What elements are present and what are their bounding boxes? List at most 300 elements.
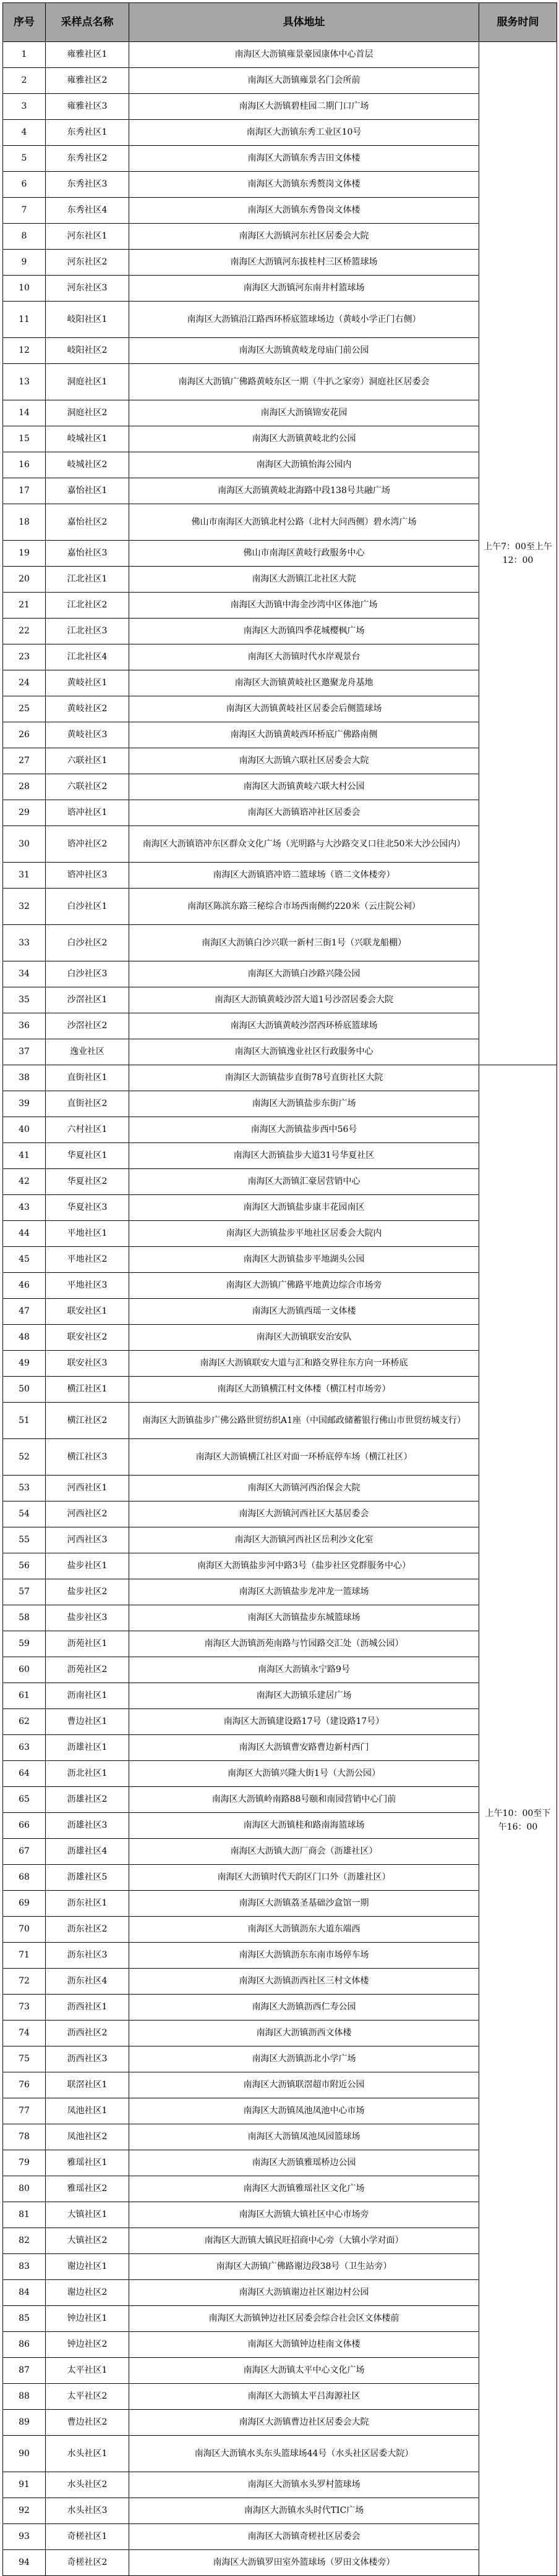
table-row xyxy=(3,250,557,276)
cell-no: 84 xyxy=(3,2280,46,2306)
cell-address: 南海区大沥镇广佛路黄岐东区一期（牛扒之家旁）洞庭社区居委会 xyxy=(129,364,479,400)
cell-no: 51 xyxy=(3,1403,46,1439)
cell-address: 南海区大沥镇汇豪居营销中心 xyxy=(129,1169,479,1195)
cell-no: 60 xyxy=(3,1657,46,1683)
table-row xyxy=(3,400,557,426)
cell-address: 南海区大沥镇盐步龙冲龙一篮球场 xyxy=(129,1579,479,1605)
table-row xyxy=(3,68,557,94)
cell-no: 11 xyxy=(3,302,46,338)
cell-no: 64 xyxy=(3,1761,46,1787)
cell-address: 南海区大沥镇岭南路88号颐和南园营销中心门前 xyxy=(129,1787,479,1813)
cell-no: 45 xyxy=(3,1247,46,1273)
cell-address: 南海区大沥镇雍景豪园康体中心首层 xyxy=(129,42,479,68)
cell-address: 南海区大沥镇雍景名门会所前 xyxy=(129,68,479,94)
table-row xyxy=(3,1891,557,1917)
table-row xyxy=(3,826,557,863)
cell-address: 南海区大沥镇黄岐沙滘大道1号沙滘居委会大院 xyxy=(129,987,479,1013)
cell-name: 江北社区2 xyxy=(46,593,129,619)
table-row xyxy=(3,2472,557,2498)
cell-no: 26 xyxy=(3,722,46,748)
cell-service-time: 上午10：00至下午16：00 xyxy=(479,1065,557,2576)
cell-address: 南海区大沥镇永宁路9号 xyxy=(129,1657,479,1683)
cell-no: 30 xyxy=(3,826,46,863)
cell-name: 谘冲社区3 xyxy=(46,863,129,889)
cell-name: 东秀社区3 xyxy=(46,172,129,198)
cell-name: 沥东社区3 xyxy=(46,1943,129,1969)
table-row xyxy=(3,1657,557,1683)
cell-address: 南海区大沥镇河东拔桂村三区桥篮球场 xyxy=(129,250,479,276)
cell-address: 南海区大沥镇联安大道与汇和路交界往东方向一环桥底 xyxy=(129,1351,479,1377)
cell-no: 33 xyxy=(3,925,46,961)
cell-address: 南海区大沥镇沥北小学广场 xyxy=(129,2046,479,2072)
cell-no: 47 xyxy=(3,1299,46,1325)
cell-name: 直街社区1 xyxy=(46,1065,129,1091)
table-row xyxy=(3,1247,557,1273)
cell-address: 南海区大沥镇凤池凤池中心市场 xyxy=(129,2098,479,2124)
cell-address: 南海区大沥镇水头时代TIC广场 xyxy=(129,2498,479,2524)
table-row xyxy=(3,1553,557,1579)
cell-name: 沥苑社区2 xyxy=(46,1657,129,1683)
cell-name: 平地社区1 xyxy=(46,1221,129,1247)
cell-address: 南海区大沥镇黄岐北海路中段138号共融广场 xyxy=(129,478,479,504)
cell-no: 34 xyxy=(3,961,46,987)
table-row xyxy=(3,1476,557,1501)
cell-address: 南海区大沥镇四季花城樱枫广场 xyxy=(129,619,479,644)
cell-name: 华夏社区2 xyxy=(46,1169,129,1195)
cell-no: 10 xyxy=(3,276,46,302)
cell-address: 南海区大沥镇黄岐沙滘西环桥底篮球场 xyxy=(129,1013,479,1039)
cell-name: 曹边社区2 xyxy=(46,2410,129,2436)
table-row xyxy=(3,2202,557,2228)
table-row xyxy=(3,987,557,1013)
table-row xyxy=(3,1527,557,1553)
cell-no: 46 xyxy=(3,1273,46,1299)
cell-no: 76 xyxy=(3,2072,46,2098)
cell-address: 南海区大沥镇凤池凤园篮球场 xyxy=(129,2124,479,2150)
cell-name: 谘冲社区1 xyxy=(46,800,129,826)
cell-address: 南海区大沥镇河西社区岳利沙文化室 xyxy=(129,1527,479,1553)
cell-no: 79 xyxy=(3,2150,46,2176)
table-row xyxy=(3,670,557,696)
cell-name: 凤池社区2 xyxy=(46,2124,129,2150)
table-row xyxy=(3,2384,557,2410)
cell-no: 22 xyxy=(3,619,46,644)
cell-no: 70 xyxy=(3,1917,46,1943)
cell-no: 9 xyxy=(3,250,46,276)
cell-address: 南海区大沥镇曹安路曹边新村西门 xyxy=(129,1735,479,1761)
cell-no: 7 xyxy=(3,198,46,224)
cell-name: 岐阳社区2 xyxy=(46,338,129,364)
cell-no: 91 xyxy=(3,2472,46,2498)
cell-address: 南海区大沥镇东秀赘岗文体楼 xyxy=(129,172,479,198)
cell-name: 沥西社区3 xyxy=(46,2046,129,2072)
table-row xyxy=(3,1579,557,1605)
table-row xyxy=(3,541,557,567)
cell-name: 大镇社区1 xyxy=(46,2202,129,2228)
cell-address: 南海区大沥镇盐步直街78号直街社区大院 xyxy=(129,1065,479,1091)
table-row xyxy=(3,42,557,68)
table-row xyxy=(3,1709,557,1735)
table-row xyxy=(3,1865,557,1891)
cell-no: 69 xyxy=(3,1891,46,1917)
cell-name: 钟边社区2 xyxy=(46,2332,129,2358)
cell-no: 38 xyxy=(3,1065,46,1091)
cell-no: 74 xyxy=(3,2021,46,2046)
table-row xyxy=(3,619,557,644)
table-row xyxy=(3,504,557,541)
table-row xyxy=(3,1683,557,1709)
cell-name: 雅瑶社区2 xyxy=(46,2176,129,2202)
cell-no: 39 xyxy=(3,1091,46,1117)
cell-name: 雅瑶社区1 xyxy=(46,2150,129,2176)
cell-no: 3 xyxy=(3,94,46,120)
header-time: 服务时间 xyxy=(479,3,557,42)
cell-address: 南海区大沥镇黄岐六联大村公园 xyxy=(129,774,479,800)
cell-name: 六联社区2 xyxy=(46,774,129,800)
cell-name: 谘冲社区2 xyxy=(46,826,129,863)
table-row xyxy=(3,1169,557,1195)
cell-no: 81 xyxy=(3,2202,46,2228)
cell-address: 南海区大沥镇东秀工业区10号 xyxy=(129,120,479,146)
cell-no: 89 xyxy=(3,2410,46,2436)
cell-no: 52 xyxy=(3,1439,46,1476)
cell-name: 黄岐社区1 xyxy=(46,670,129,696)
cell-address: 南海区大沥镇黄岐龙母庙门前公园 xyxy=(129,338,479,364)
cell-no: 80 xyxy=(3,2176,46,2202)
cell-name: 沥东社区1 xyxy=(46,1891,129,1917)
cell-no: 24 xyxy=(3,670,46,696)
table-row xyxy=(3,1631,557,1657)
cell-no: 72 xyxy=(3,1969,46,1995)
cell-address: 南海区大沥镇兴隆大街1号（大沥公园） xyxy=(129,1761,479,1787)
table-row xyxy=(3,2098,557,2124)
cell-no: 16 xyxy=(3,452,46,478)
cell-address: 南海区大沥镇盐步河中路3号（盐步社区党群服务中心） xyxy=(129,1553,479,1579)
cell-name: 嘉怡社区3 xyxy=(46,541,129,567)
cell-no: 88 xyxy=(3,2384,46,2410)
table-row xyxy=(3,774,557,800)
cell-address: 南海区大沥镇水头罗村篮球场 xyxy=(129,2472,479,2498)
cell-no: 73 xyxy=(3,1995,46,2021)
cell-address: 南海区大沥镇盐步平地社区居委会大院内 xyxy=(129,1221,479,1247)
cell-address: 南海区大沥镇时代天韵区门口外（沥雄社区） xyxy=(129,1865,479,1891)
cell-address: 南海区大沥镇谢边社区谢边村公园 xyxy=(129,2280,479,2306)
table-row xyxy=(3,593,557,619)
cell-no: 42 xyxy=(3,1169,46,1195)
table-row xyxy=(3,1143,557,1169)
cell-name: 谢边社区2 xyxy=(46,2280,129,2306)
cell-name: 沥雄社区4 xyxy=(46,1839,129,1865)
cell-name: 太平社区2 xyxy=(46,2384,129,2410)
table-row xyxy=(3,1917,557,1943)
cell-name: 水头社区2 xyxy=(46,2472,129,2498)
cell-name: 沙滘社区2 xyxy=(46,1013,129,1039)
cell-name: 江北社区3 xyxy=(46,619,129,644)
cell-no: 36 xyxy=(3,1013,46,1039)
table-row xyxy=(3,1439,557,1476)
table-row xyxy=(3,2280,557,2306)
cell-no: 82 xyxy=(3,2228,46,2254)
cell-address: 南海区大沥镇联安治安队 xyxy=(129,1325,479,1351)
cell-address: 南海区大沥镇横江村文体楼（横江村市场旁） xyxy=(129,1377,479,1403)
table-row xyxy=(3,2228,557,2254)
table-row xyxy=(3,925,557,961)
cell-no: 66 xyxy=(3,1813,46,1839)
cell-address: 南海区大沥镇白沙路兴隆公园 xyxy=(129,961,479,987)
cell-no: 5 xyxy=(3,146,46,172)
table-row xyxy=(3,338,557,364)
table-row xyxy=(3,863,557,889)
cell-name: 洞庭社区2 xyxy=(46,400,129,426)
cell-no: 87 xyxy=(3,2358,46,2384)
cell-no: 49 xyxy=(3,1351,46,1377)
cell-address: 佛山市南海区大沥镇北村公路（北村大问西侧）碧水湾广场 xyxy=(129,504,479,541)
cell-name: 横江社区3 xyxy=(46,1439,129,1476)
cell-no: 37 xyxy=(3,1039,46,1065)
cell-no: 54 xyxy=(3,1501,46,1527)
cell-no: 93 xyxy=(3,2524,46,2550)
cell-name: 雍雅社区1 xyxy=(46,42,129,68)
cell-address: 南海区大沥镇碧桂园二期门口广场 xyxy=(129,94,479,120)
table-row xyxy=(3,1501,557,1527)
cell-name: 逸业社区 xyxy=(46,1039,129,1065)
cell-name: 江北社区4 xyxy=(46,644,129,670)
cell-name: 联滘社区1 xyxy=(46,2072,129,2098)
cell-name: 沥雄社区2 xyxy=(46,1787,129,1813)
cell-address: 南海区大沥镇太平中心文化广场 xyxy=(129,2358,479,2384)
cell-address: 南海区大沥镇桂和路南海篮球场 xyxy=(129,1813,479,1839)
cell-no: 53 xyxy=(3,1476,46,1501)
cell-address: 南海区大沥镇怡海公园内 xyxy=(129,452,479,478)
cell-no: 28 xyxy=(3,774,46,800)
table-row xyxy=(3,1787,557,1813)
cell-address: 南海区大沥镇谘冲谘二篮球场（谘二文体楼旁） xyxy=(129,863,479,889)
cell-address: 南海区大沥镇盐步东街广场 xyxy=(129,1091,479,1117)
cell-address: 南海区大沥镇沥西社区三村文体楼 xyxy=(129,1969,479,1995)
cell-no: 23 xyxy=(3,644,46,670)
cell-address: 南海区大沥镇白沙兴联一新村三街1号（兴联龙船棚） xyxy=(129,925,479,961)
cell-name: 联安社区2 xyxy=(46,1325,129,1351)
cell-name: 直街社区2 xyxy=(46,1091,129,1117)
cell-no: 59 xyxy=(3,1631,46,1657)
table-row xyxy=(3,224,557,250)
cell-name: 沥雄社区5 xyxy=(46,1865,129,1891)
table-row xyxy=(3,1065,557,1091)
table-row xyxy=(3,1091,557,1117)
cell-no: 78 xyxy=(3,2124,46,2150)
cell-name: 沥雄社区1 xyxy=(46,1735,129,1761)
cell-name: 钟边社区1 xyxy=(46,2306,129,2332)
cell-name: 岐城社区1 xyxy=(46,426,129,452)
sampling-points-table xyxy=(2,2,557,2576)
cell-no: 75 xyxy=(3,2046,46,2072)
cell-address: 南海区大沥镇谘冲东区群众文化广场（光明路与大沙路交叉口往北50米大沙公园内） xyxy=(129,826,479,863)
cell-no: 20 xyxy=(3,567,46,593)
cell-address: 南海区大沥镇盐步广佛公路世贸纺织A1座（中国邮政储蓄银行佛山市世贸纺城支行） xyxy=(129,1403,479,1439)
cell-address: 南海区大沥镇黄岐北约公园 xyxy=(129,426,479,452)
cell-address: 南海区大沥镇盐步大道31号华夏社区 xyxy=(129,1143,479,1169)
cell-no: 31 xyxy=(3,863,46,889)
cell-name: 河东社区3 xyxy=(46,276,129,302)
cell-address: 南海区大沥镇中海金沙湾中区体池广场 xyxy=(129,593,479,619)
cell-no: 56 xyxy=(3,1553,46,1579)
table-row xyxy=(3,94,557,120)
table-row xyxy=(3,961,557,987)
cell-address: 南海区大沥镇沥东东南市场停车场 xyxy=(129,1943,479,1969)
table-row xyxy=(3,2436,557,2472)
cell-address: 南海区大沥镇大镇民旺招商中心旁（大镇小学对面） xyxy=(129,2228,479,2254)
cell-no: 43 xyxy=(3,1195,46,1221)
table-row xyxy=(3,2072,557,2098)
cell-address: 南海区大沥镇曹边社区居委会大院 xyxy=(129,2410,479,2436)
table-row xyxy=(3,1605,557,1631)
cell-no: 17 xyxy=(3,478,46,504)
cell-name: 洞庭社区1 xyxy=(46,364,129,400)
table-header xyxy=(3,3,557,42)
table-row xyxy=(3,1943,557,1969)
table-row xyxy=(3,426,557,452)
cell-address: 南海区大沥镇横江社区对面一环桥底停车场（横江社区） xyxy=(129,1439,479,1476)
cell-address: 南海区大沥镇黄岐社区居委会后侧篮球场 xyxy=(129,696,479,722)
cell-name: 平地社区2 xyxy=(46,1247,129,1273)
cell-address: 南海区大沥镇沥苑南路与竹园路交汇处（沥城公园） xyxy=(129,1631,479,1657)
cell-name: 谢边社区1 xyxy=(46,2254,129,2280)
cell-name: 水头社区1 xyxy=(46,2436,129,2472)
table-row xyxy=(3,889,557,925)
cell-no: 12 xyxy=(3,338,46,364)
cell-address: 南海区大沥镇沥西文体楼 xyxy=(129,2021,479,2046)
cell-no: 14 xyxy=(3,400,46,426)
cell-name: 河西社区1 xyxy=(46,1476,129,1501)
cell-no: 58 xyxy=(3,1605,46,1631)
cell-name: 六村社区1 xyxy=(46,1117,129,1143)
cell-no: 62 xyxy=(3,1709,46,1735)
cell-no: 27 xyxy=(3,748,46,774)
cell-name: 嘉怡社区1 xyxy=(46,478,129,504)
cell-no: 68 xyxy=(3,1865,46,1891)
cell-no: 92 xyxy=(3,2498,46,2524)
table-row xyxy=(3,722,557,748)
cell-address: 南海区大沥镇大镇社区中心市场旁 xyxy=(129,2202,479,2228)
cell-name: 岐城社区2 xyxy=(46,452,129,478)
cell-address: 南海区大沥镇建设路17号（建设路17号） xyxy=(129,1709,479,1735)
cell-no: 1 xyxy=(3,42,46,68)
table-row xyxy=(3,478,557,504)
cell-no: 40 xyxy=(3,1117,46,1143)
cell-name: 沥南社区1 xyxy=(46,1683,129,1709)
table-row xyxy=(3,1195,557,1221)
cell-no: 8 xyxy=(3,224,46,250)
cell-name: 奇槎社区2 xyxy=(46,2550,129,2576)
cell-name: 沥苑社区1 xyxy=(46,1631,129,1657)
cell-no: 48 xyxy=(3,1325,46,1351)
cell-address: 南海区大沥镇东秀鲁岗文体楼 xyxy=(129,198,479,224)
table-row xyxy=(3,2410,557,2436)
cell-no: 35 xyxy=(3,987,46,1013)
cell-address: 南海区大沥镇东秀吉田文体楼 xyxy=(129,146,479,172)
cell-name: 河东社区2 xyxy=(46,250,129,276)
cell-no: 29 xyxy=(3,800,46,826)
cell-no: 18 xyxy=(3,504,46,541)
cell-address: 南海区大沥镇时代水岸观景台 xyxy=(129,644,479,670)
cell-no: 61 xyxy=(3,1683,46,1709)
table-row xyxy=(3,1351,557,1377)
cell-name: 横江社区1 xyxy=(46,1377,129,1403)
cell-address: 佛山市南海区黄岐行政服务中心 xyxy=(129,541,479,567)
cell-name: 雍雅社区3 xyxy=(46,94,129,120)
cell-address: 南海区大沥镇广佛路谢边段38号（卫生站旁） xyxy=(129,2254,479,2280)
cell-address: 南海区大沥镇河东社区居委会大院 xyxy=(129,224,479,250)
cell-name: 沥北社区1 xyxy=(46,1761,129,1787)
cell-no: 13 xyxy=(3,364,46,400)
cell-no: 50 xyxy=(3,1377,46,1403)
cell-address: 南海区大沥镇河西社区大基居委会 xyxy=(129,1501,479,1527)
cell-address: 南海区陈滨东路三秘综合市场西南侧约220米（云庄院公祠） xyxy=(129,889,479,925)
cell-address: 南海区大沥镇奇槎社区居委会 xyxy=(129,2524,479,2550)
table-row xyxy=(3,2306,557,2332)
table-row xyxy=(3,1761,557,1787)
cell-address: 南海区大沥镇河东南井村篮球场 xyxy=(129,276,479,302)
cell-no: 90 xyxy=(3,2436,46,2472)
table-row xyxy=(3,2498,557,2524)
table-row xyxy=(3,644,557,670)
table-row xyxy=(3,120,557,146)
cell-name: 河西社区2 xyxy=(46,1501,129,1527)
cell-address: 南海区大沥镇六联社区居委会大院 xyxy=(129,748,479,774)
cell-address: 南海区大沥镇大沥厂商会（沥雄社区） xyxy=(129,1839,479,1865)
cell-name: 华夏社区3 xyxy=(46,1195,129,1221)
cell-name: 太平社区1 xyxy=(46,2358,129,2384)
cell-address: 南海区大沥镇钟边桂南文体楼 xyxy=(129,2332,479,2358)
cell-no: 44 xyxy=(3,1221,46,1247)
cell-name: 河东社区1 xyxy=(46,224,129,250)
table-row xyxy=(3,452,557,478)
cell-name: 雍雅社区2 xyxy=(46,68,129,94)
table-row xyxy=(3,1969,557,1995)
cell-name: 白沙社区1 xyxy=(46,889,129,925)
table-row xyxy=(3,1221,557,1247)
cell-address: 南海区大沥镇太平吕海源社区 xyxy=(129,2384,479,2410)
table-row xyxy=(3,800,557,826)
table-row xyxy=(3,1377,557,1403)
cell-service-time: 上午7：00至上午12：00 xyxy=(479,42,557,1065)
cell-name: 黄岐社区2 xyxy=(46,696,129,722)
cell-no: 41 xyxy=(3,1143,46,1169)
cell-address: 南海区大沥镇广佛路平地黄边综合市场旁 xyxy=(129,1273,479,1299)
cell-name: 大镇社区2 xyxy=(46,2228,129,2254)
table-row xyxy=(3,1325,557,1351)
table-row xyxy=(3,1117,557,1143)
cell-address: 南海区大沥镇沥西仁寿公园 xyxy=(129,1995,479,2021)
table-row xyxy=(3,2176,557,2202)
table-row xyxy=(3,1273,557,1299)
cell-no: 2 xyxy=(3,68,46,94)
table-row xyxy=(3,1839,557,1865)
table-row xyxy=(3,2124,557,2150)
cell-name: 沥东社区2 xyxy=(46,1917,129,1943)
header-row xyxy=(3,3,557,42)
cell-address: 南海区大沥镇盐步西中56号 xyxy=(129,1117,479,1143)
cell-address: 南海区大沥镇盐步东城篮球场 xyxy=(129,1605,479,1631)
table-row xyxy=(3,364,557,400)
cell-name: 盐步社区1 xyxy=(46,1553,129,1579)
table-row xyxy=(3,172,557,198)
cell-address: 南海区大沥镇锦安花园 xyxy=(129,400,479,426)
cell-name: 联安社区3 xyxy=(46,1351,129,1377)
cell-no: 86 xyxy=(3,2332,46,2358)
table-row xyxy=(3,696,557,722)
cell-no: 32 xyxy=(3,889,46,925)
